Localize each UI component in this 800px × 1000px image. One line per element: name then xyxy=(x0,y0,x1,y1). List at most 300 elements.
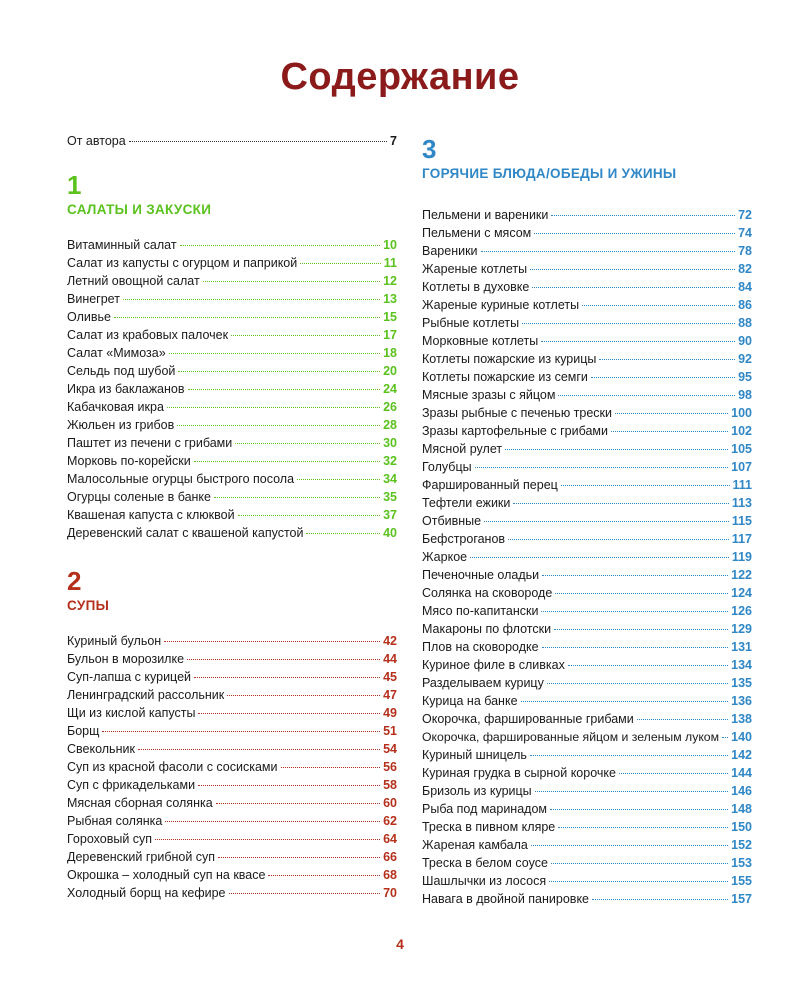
toc-entry-page: 66 xyxy=(383,850,397,864)
dot-leader xyxy=(551,215,735,216)
dot-leader xyxy=(722,737,728,738)
toc-entry-page: 148 xyxy=(731,802,752,816)
toc-entry-title: Витаминный салат xyxy=(67,238,177,252)
dot-leader xyxy=(178,371,380,372)
toc-entry-page: 72 xyxy=(738,208,752,222)
toc-entry[interactable] xyxy=(67,434,397,452)
toc-entry-page: 131 xyxy=(731,640,752,654)
toc-entry-title: Оливье xyxy=(67,310,111,324)
dot-leader xyxy=(542,647,729,648)
toc-entry-title: Суп из красной фасоли с сосисками xyxy=(67,760,278,774)
toc-entry-page: 136 xyxy=(731,694,752,708)
toc-entry[interactable] xyxy=(422,476,752,494)
dot-leader xyxy=(123,299,380,300)
toc-entry-title: Щи из кислой капусты xyxy=(67,706,196,720)
toc-entry-page: 144 xyxy=(731,766,752,780)
toc-entry-title: Огурцы соленые в банке xyxy=(67,490,211,504)
dot-leader xyxy=(194,461,380,462)
dot-leader xyxy=(599,359,735,360)
dot-leader xyxy=(481,251,736,252)
dot-leader xyxy=(541,341,735,342)
toc-entry-title: Летний овощной салат xyxy=(67,274,200,288)
toc-entry-title: Окорочка, фаршированные яйцом и зеленым луком xyxy=(422,730,720,744)
toc-entry-title: Винегрет xyxy=(67,292,120,306)
toc-entry[interactable] xyxy=(422,854,752,872)
toc-entry-page: 146 xyxy=(731,784,752,798)
toc-entry-page: 56 xyxy=(383,760,397,774)
toc-entry[interactable] xyxy=(422,242,752,260)
toc-entry-page: 44 xyxy=(383,652,397,666)
toc-entry-title: Куриное филе в сливках xyxy=(422,658,565,672)
toc-entry-title: Зразы картофельные с грибами xyxy=(422,424,608,438)
toc-entry-page: 138 xyxy=(731,712,752,726)
dot-leader xyxy=(554,629,728,630)
toc-entry-page: 10 xyxy=(383,238,397,252)
dot-leader xyxy=(218,857,380,858)
dot-leader xyxy=(180,245,381,246)
toc-entry-page: 60 xyxy=(383,796,397,810)
toc-entry[interactable] xyxy=(67,452,397,470)
dot-leader xyxy=(227,695,380,696)
toc-entry-page: 17 xyxy=(383,328,397,342)
dot-leader xyxy=(268,875,380,876)
toc-entry-page: 42 xyxy=(383,634,397,648)
dot-leader xyxy=(555,593,728,594)
dot-leader xyxy=(102,731,380,732)
dot-leader xyxy=(203,281,380,282)
toc-entry-page: 18 xyxy=(383,346,397,360)
toc-entry-page: 37 xyxy=(383,508,397,522)
toc-entry-title: Паштет из печени с грибами xyxy=(67,436,233,450)
toc-entry-page: 113 xyxy=(731,496,752,510)
toc-entry-title: Свекольник xyxy=(67,742,135,756)
toc-entry-page: 153 xyxy=(731,856,752,870)
toc-entry-title: Мясной рулет xyxy=(422,442,503,456)
toc-entry[interactable] xyxy=(67,758,397,776)
dot-leader xyxy=(522,323,735,324)
toc-entry[interactable] xyxy=(67,326,397,344)
dot-leader xyxy=(114,317,380,318)
section-number: 2 xyxy=(67,566,82,596)
toc-entry-page: 34 xyxy=(383,472,397,486)
toc-entry[interactable] xyxy=(67,506,397,524)
toc-entry-title: Жареные котлеты xyxy=(422,262,528,276)
toc-entry-title: Рыбная солянка xyxy=(67,814,163,828)
toc-entry-title: Треска в белом соусе xyxy=(422,856,548,870)
dot-leader xyxy=(155,839,380,840)
toc-entry-title: Икра из баклажанов xyxy=(67,382,185,396)
toc-entry-page: 7 xyxy=(390,134,397,148)
toc-entry-title: Рыба под маринадом xyxy=(422,802,548,816)
toc-entry-page: 124 xyxy=(731,586,752,600)
toc-entry-page: 13 xyxy=(383,292,397,306)
toc-entry[interactable] xyxy=(422,206,752,224)
toc-entry-author[interactable] xyxy=(67,132,397,150)
toc-entry[interactable] xyxy=(422,332,752,350)
toc-entry-title: Кабачковая икра xyxy=(67,400,164,414)
dot-leader xyxy=(216,803,380,804)
toc-entry[interactable] xyxy=(422,458,752,476)
toc-entry-title: Треска в пивном кляре xyxy=(422,820,556,834)
dot-leader xyxy=(558,395,735,396)
toc-list xyxy=(67,236,397,542)
section-number: 1 xyxy=(67,170,82,200)
dot-leader xyxy=(281,767,381,768)
toc-entry-title: Бефстроганов xyxy=(422,532,506,546)
toc-entry[interactable] xyxy=(422,764,752,782)
toc-entry-title: Зразы рыбные с печенью трески xyxy=(422,406,612,420)
toc-entry-title: Рыбные котлеты xyxy=(422,316,520,330)
toc-entry-title: Сельдь под шубой xyxy=(67,364,176,378)
dot-leader xyxy=(231,335,380,336)
toc-entry-page: 115 xyxy=(731,514,752,528)
toc-entry[interactable] xyxy=(67,416,397,434)
toc-entry-title: Курица на банке xyxy=(422,694,518,708)
toc-entry-title: Вареники xyxy=(422,244,478,258)
toc-entry[interactable] xyxy=(422,296,752,314)
dot-leader xyxy=(300,263,381,264)
toc-entry-title: Гороховый суп xyxy=(67,832,153,846)
toc-entry-page: 49 xyxy=(383,706,397,720)
toc-entry[interactable] xyxy=(67,380,397,398)
dot-leader xyxy=(306,533,380,534)
dot-leader xyxy=(165,821,380,822)
toc-entry-page: 24 xyxy=(383,382,397,396)
dot-leader xyxy=(198,785,380,786)
toc-entry-page: 126 xyxy=(731,604,752,618)
dot-leader xyxy=(615,413,728,414)
toc-section-hot-dishes xyxy=(422,134,752,908)
dot-leader xyxy=(198,713,380,714)
toc-entry-page: 84 xyxy=(738,280,752,294)
toc-entry[interactable] xyxy=(67,866,397,884)
toc-entry[interactable] xyxy=(422,512,752,530)
toc-entry-page: 102 xyxy=(731,424,752,438)
toc-entry-page: 78 xyxy=(738,244,752,258)
toc-entry-page: 134 xyxy=(731,658,752,672)
toc-entry-page: 98 xyxy=(738,388,752,402)
toc-entry-page: 95 xyxy=(738,370,752,384)
toc-entry-title: Котлеты пожарские из семги xyxy=(422,370,588,384)
toc-entry[interactable] xyxy=(67,344,397,362)
toc-entry[interactable] xyxy=(67,362,397,380)
toc-entry-page: 82 xyxy=(738,262,752,276)
toc-entry-title: Бульон в морозилке xyxy=(67,652,185,666)
toc-entry-title: Мясо по-капитански xyxy=(422,604,539,618)
toc-entry-page: 45 xyxy=(383,670,397,684)
toc-entry-title: Салат из крабовых палочек xyxy=(67,328,229,342)
dot-leader xyxy=(582,305,735,306)
toc-entry[interactable] xyxy=(422,890,752,908)
dot-leader xyxy=(531,845,728,846)
toc-entry[interactable] xyxy=(67,632,397,650)
toc-entry[interactable] xyxy=(422,836,752,854)
toc-entry-page: 28 xyxy=(383,418,397,432)
dot-leader xyxy=(542,575,728,576)
toc-entry-title: Котлеты в духовке xyxy=(422,280,530,294)
toc-section-soups xyxy=(67,566,397,902)
page-title: Содержание xyxy=(280,56,520,98)
toc-entry-title: Морковные котлеты xyxy=(422,334,539,348)
toc-entry-page: 11 xyxy=(383,256,397,270)
toc-entry-title: Бризоль из курицы xyxy=(422,784,532,798)
dot-leader xyxy=(229,893,381,894)
toc-entry-title: Жюльен из грибов xyxy=(67,418,175,432)
toc-entry-page: 30 xyxy=(383,436,397,450)
section-number: 3 xyxy=(422,134,437,164)
toc-entry[interactable] xyxy=(422,818,752,836)
toc-entry-title: Салат из капусты с огурцом и паприкой xyxy=(67,256,298,270)
toc-entry-page: 35 xyxy=(383,490,397,504)
toc-entry-page: 90 xyxy=(738,334,752,348)
section-title: СУПЫ xyxy=(67,598,110,613)
toc-entry-page: 105 xyxy=(731,442,752,456)
dot-leader xyxy=(484,521,729,522)
toc-entry-page: 58 xyxy=(383,778,397,792)
toc-entry-title: Отбивные xyxy=(422,514,482,528)
toc-entry-page: 20 xyxy=(383,364,397,378)
toc-entry-page: 142 xyxy=(731,748,752,762)
dot-leader xyxy=(167,407,380,408)
toc-entry[interactable] xyxy=(422,440,752,458)
toc-entry-title: Жареные куриные котлеты xyxy=(422,298,580,312)
toc-entry-page: 47 xyxy=(383,688,397,702)
toc-entry[interactable] xyxy=(67,668,397,686)
dot-leader xyxy=(619,773,728,774)
toc-entry-title: Макароны по флотски xyxy=(422,622,552,636)
toc-entry[interactable] xyxy=(422,260,752,278)
toc-entry-title: Солянка на сковороде xyxy=(422,586,553,600)
toc-entry-title: Деревенский салат с квашеной капустой xyxy=(67,526,304,540)
toc-entry-page: 68 xyxy=(383,868,397,882)
toc-entry-title: Малосольные огурцы быстрого посола xyxy=(67,472,295,486)
toc-entry[interactable] xyxy=(422,422,752,440)
toc-entry-title: Жаркое xyxy=(422,550,468,564)
toc-entry-page: 64 xyxy=(383,832,397,846)
dot-leader xyxy=(532,287,735,288)
toc-entry-title: Суп с фрикадельками xyxy=(67,778,196,792)
toc-entry[interactable] xyxy=(422,530,752,548)
toc-entry-page: 40 xyxy=(383,526,397,540)
toc-entry-title: Суп-лапша с курицей xyxy=(67,670,192,684)
dot-leader xyxy=(637,719,728,720)
toc-entry-title: Салат «Мимоза» xyxy=(67,346,166,360)
toc-entry-page: 111 xyxy=(732,478,752,492)
toc-entry-page: 135 xyxy=(731,676,752,690)
toc-entry-title: Куриный бульон xyxy=(67,634,162,648)
page-number: 4 xyxy=(396,936,404,952)
toc-entry[interactable] xyxy=(67,650,397,668)
dot-leader xyxy=(592,899,728,900)
dot-leader xyxy=(508,539,729,540)
toc-entry-title: Борщ xyxy=(67,724,100,738)
toc-entry-title: Пельмени и вареники xyxy=(422,208,549,222)
dot-leader xyxy=(530,755,728,756)
toc-entry-page: 26 xyxy=(383,400,397,414)
toc-entry-page: 157 xyxy=(731,892,752,906)
dot-leader xyxy=(129,141,387,142)
toc-entry-title: Окрошка – холодный суп на квасе xyxy=(67,868,266,882)
toc-entry[interactable] xyxy=(422,782,752,800)
dot-leader xyxy=(521,701,729,702)
toc-entry-page: 86 xyxy=(738,298,752,312)
toc-entry-title: Печеночные оладьи xyxy=(422,568,540,582)
toc-entry[interactable] xyxy=(422,602,752,620)
toc-entry[interactable] xyxy=(422,746,752,764)
toc-entry-title: Ленинградский рассольник xyxy=(67,688,225,702)
toc-entry[interactable] xyxy=(422,566,752,584)
toc-entry[interactable] xyxy=(67,470,397,488)
toc-entry-title: Мясные зразы с яйцом xyxy=(422,388,556,402)
toc-entry[interactable] xyxy=(67,272,397,290)
toc-entry[interactable] xyxy=(67,254,397,272)
dot-leader xyxy=(164,641,380,642)
toc-entry-page: 100 xyxy=(731,406,752,420)
toc-entry-title: Окорочка, фаршированные грибами xyxy=(422,712,634,726)
toc-entry[interactable] xyxy=(422,620,752,638)
toc-entry-page: 117 xyxy=(731,532,752,546)
toc-entry[interactable] xyxy=(422,314,752,332)
toc-entry[interactable] xyxy=(422,278,752,296)
dot-leader xyxy=(194,677,380,678)
toc-entry[interactable] xyxy=(422,584,752,602)
toc-entry-page: 150 xyxy=(731,820,752,834)
toc-entry-page: 140 xyxy=(731,730,752,744)
dot-leader xyxy=(534,233,735,234)
toc-entry-page: 129 xyxy=(731,622,752,636)
toc-entry[interactable] xyxy=(67,704,397,722)
dot-leader xyxy=(188,389,381,390)
toc-entry[interactable] xyxy=(422,728,752,746)
dot-leader xyxy=(550,809,728,810)
toc-entry[interactable] xyxy=(422,386,752,404)
toc-entry[interactable] xyxy=(67,524,397,542)
toc-entry[interactable] xyxy=(422,494,752,512)
toc-entry[interactable] xyxy=(67,848,397,866)
dot-leader xyxy=(547,683,728,684)
toc-entry[interactable] xyxy=(422,548,752,566)
toc-entry[interactable] xyxy=(422,368,752,386)
toc-entry[interactable] xyxy=(67,722,397,740)
dot-leader xyxy=(535,791,728,792)
toc-entry-page: 152 xyxy=(731,838,752,852)
dot-leader xyxy=(470,557,729,558)
toc-entry-title: Пельмени с мясом xyxy=(422,226,532,240)
toc-entry-page: 32 xyxy=(383,454,397,468)
toc-entry[interactable] xyxy=(67,236,397,254)
toc-entry-title: Тефтели ежики xyxy=(422,496,511,510)
toc-entry-title: Фаршированный перец xyxy=(422,478,558,492)
toc-entry[interactable] xyxy=(67,290,397,308)
toc-entry-page: 122 xyxy=(731,568,752,582)
dot-leader xyxy=(475,467,729,468)
dot-leader xyxy=(611,431,728,432)
toc-entry-title: Холодный борщ на кефире xyxy=(67,886,226,900)
toc-entry[interactable] xyxy=(422,224,752,242)
dot-leader xyxy=(591,377,735,378)
toc-entry[interactable] xyxy=(422,872,752,890)
toc-entry[interactable] xyxy=(67,740,397,758)
toc-entry-page: 92 xyxy=(738,352,752,366)
toc-entry[interactable] xyxy=(67,794,397,812)
dot-leader xyxy=(558,827,728,828)
toc-list xyxy=(422,206,752,908)
toc-list xyxy=(67,632,397,902)
toc-entry-title: Деревенский грибной суп xyxy=(67,850,216,864)
toc-entry-title: Жареная камбала xyxy=(422,838,528,852)
toc-entry[interactable] xyxy=(67,488,397,506)
dot-leader xyxy=(530,269,735,270)
toc-entry-title: Навага в двойной панировке xyxy=(422,892,590,906)
dot-leader xyxy=(214,497,380,498)
toc-entry[interactable] xyxy=(67,686,397,704)
toc-entry-title: От автора xyxy=(67,134,126,148)
toc-entry-title: Шашлычки из лосося xyxy=(422,874,547,888)
toc-section-salads xyxy=(67,170,397,542)
dot-leader xyxy=(138,749,380,750)
toc-entry-page: 70 xyxy=(383,886,397,900)
toc-entry[interactable] xyxy=(422,404,752,422)
toc-entry[interactable] xyxy=(67,776,397,794)
dot-leader xyxy=(187,659,380,660)
toc-entry-page: 51 xyxy=(383,724,397,738)
toc-entry-title: Куриная грудка в сырной корочке xyxy=(422,766,616,780)
dot-leader xyxy=(169,353,380,354)
toc-entry-title: Голубцы xyxy=(422,460,472,474)
toc-entry-title: Котлеты пожарские из курицы xyxy=(422,352,597,366)
dot-leader xyxy=(549,881,728,882)
section-title: САЛАТЫ И ЗАКУСКИ xyxy=(67,202,212,217)
dot-leader xyxy=(238,515,381,516)
toc-entry[interactable] xyxy=(67,884,397,902)
toc-entry-title: Мясная сборная солянка xyxy=(67,796,213,810)
toc-entry-page: 107 xyxy=(731,460,752,474)
toc-entry[interactable] xyxy=(422,800,752,818)
toc-entry[interactable] xyxy=(422,638,752,656)
toc-entry-page: 155 xyxy=(731,874,752,888)
toc-entry-page: 62 xyxy=(383,814,397,828)
dot-leader xyxy=(297,479,380,480)
toc-entry-page: 15 xyxy=(383,310,397,324)
toc-entry-page: 74 xyxy=(738,226,752,240)
toc-entry[interactable] xyxy=(422,656,752,674)
dot-leader xyxy=(235,443,380,444)
toc-entry[interactable] xyxy=(67,308,397,326)
dot-leader xyxy=(177,425,380,426)
toc-entry-title: Разделываем курицу xyxy=(422,676,544,690)
toc-entry-page: 12 xyxy=(383,274,397,288)
toc-entry[interactable] xyxy=(422,350,752,368)
toc-entry[interactable] xyxy=(67,398,397,416)
dot-leader xyxy=(541,611,728,612)
toc-entry[interactable] xyxy=(422,710,752,728)
dot-leader xyxy=(551,863,728,864)
dot-leader xyxy=(561,485,730,486)
toc-entry-title: Куриный шницель xyxy=(422,748,527,762)
toc-entry-title: Морковь по-корейски xyxy=(67,454,191,468)
toc-entry-title: Плов на сковородке xyxy=(422,640,539,654)
dot-leader xyxy=(505,449,728,450)
toc-entry-title: Квашеная капуста с клюквой xyxy=(67,508,235,522)
toc-entry[interactable] xyxy=(67,812,397,830)
toc-entry-page: 54 xyxy=(383,742,397,756)
toc-entry-page: 119 xyxy=(731,550,752,564)
section-title: ГОРЯЧИЕ БЛЮДА/ОБЕДЫ И УЖИНЫ xyxy=(422,166,677,181)
toc-entry[interactable] xyxy=(422,692,752,710)
toc-entry[interactable] xyxy=(67,830,397,848)
toc-entry[interactable] xyxy=(422,674,752,692)
dot-leader xyxy=(568,665,728,666)
